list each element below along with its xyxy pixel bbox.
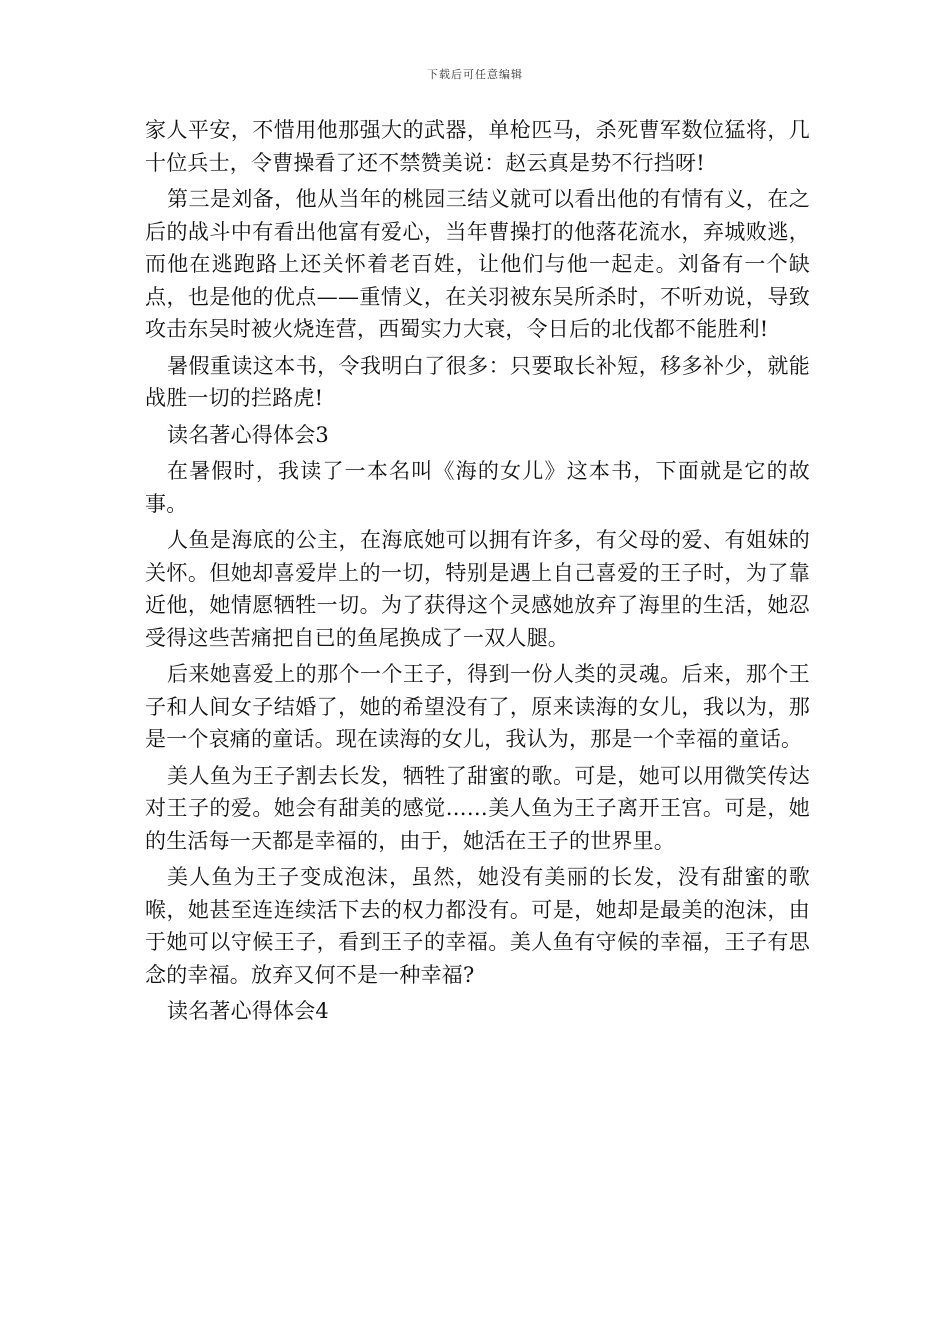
paragraph: 美人鱼为王子变成泡沫，虽然，她没有美丽的长发，没有甜蜜的歌喉，她甚至连连续活下去的权力都没有。可是，她却是最美的泡沫，由于她可以守候王子，看到王子的幸福。美人鱼有守候的幸福，王子有思念的幸福。放弃又何不是一种幸福? [145,865,810,987]
section-heading: 读名著心得体会3 [167,422,329,447]
paragraph: 美人鱼为王子割去长发，牺牲了甜蜜的歌。可是，她可以用微笑传达对王子的爱。她会有甜美的感觉……美人鱼为王子离开王宫。可是，她的生活每一天都是幸福的，由于，她活在王子的世界里。 [145,763,810,853]
paragraph: 在暑假时，我读了一本名叫《海的女儿》这本书，下面就是它的故事。 [145,459,810,516]
paragraph: 暑假重读这本书，令我明白了很多：只要取长补短，移多补少，就能战胜一切的拦路虎! [145,353,810,410]
section-heading: 读名著心得体会4 [167,999,329,1023]
document-body [145,114,810,1028]
page-header: 下载后可任意编辑 [427,68,523,81]
paragraph: 第三是刘备，他从当年的桃园三结义就可以看出他的有情有义，在之后的战斗中有看出他富有爱心，当年曹操打的他落花流水，弃城败逃，而他在逃跑路上还关怀着老百姓，让他们与他一起走。刘备有一个缺点，也是他的优点——重情义，在关羽被东吴所杀时，不听劝说，导致攻击东吴时被火烧连营，西蜀实力大衰，令日后的北伐都不能胜利! [145,187,810,341]
paragraph: 后来她喜爱上的那个一个王子，得到一份人类的灵魂。后来，那个王子和人间女子结婚了，她的希望没有了，原来读海的女儿，我以为，那是一个哀痛的童话。现在读海的女儿，我认为，那是一个幸福的童话。 [145,662,810,751]
paragraph: 人鱼是海底的公主，在海底她可以拥有许多，有父母的爱、有姐妹的关怀。但她却喜爱岸上的一切，特别是遇上自己喜爱的王子时，为了靠近他，她情愿牺牲一切。为了获得这个灵感她放弃了海里的生活，她忍受得这些苦痛把自已的鱼尾换成了一双人腿。 [145,528,810,650]
paragraph: 家人平安，不惜用他那强大的武器，单枪匹马，杀死曹军数位猛将，几十位兵士，令曹操看了还不禁赞美说：赵云真是势不行挡呀! [145,118,810,175]
